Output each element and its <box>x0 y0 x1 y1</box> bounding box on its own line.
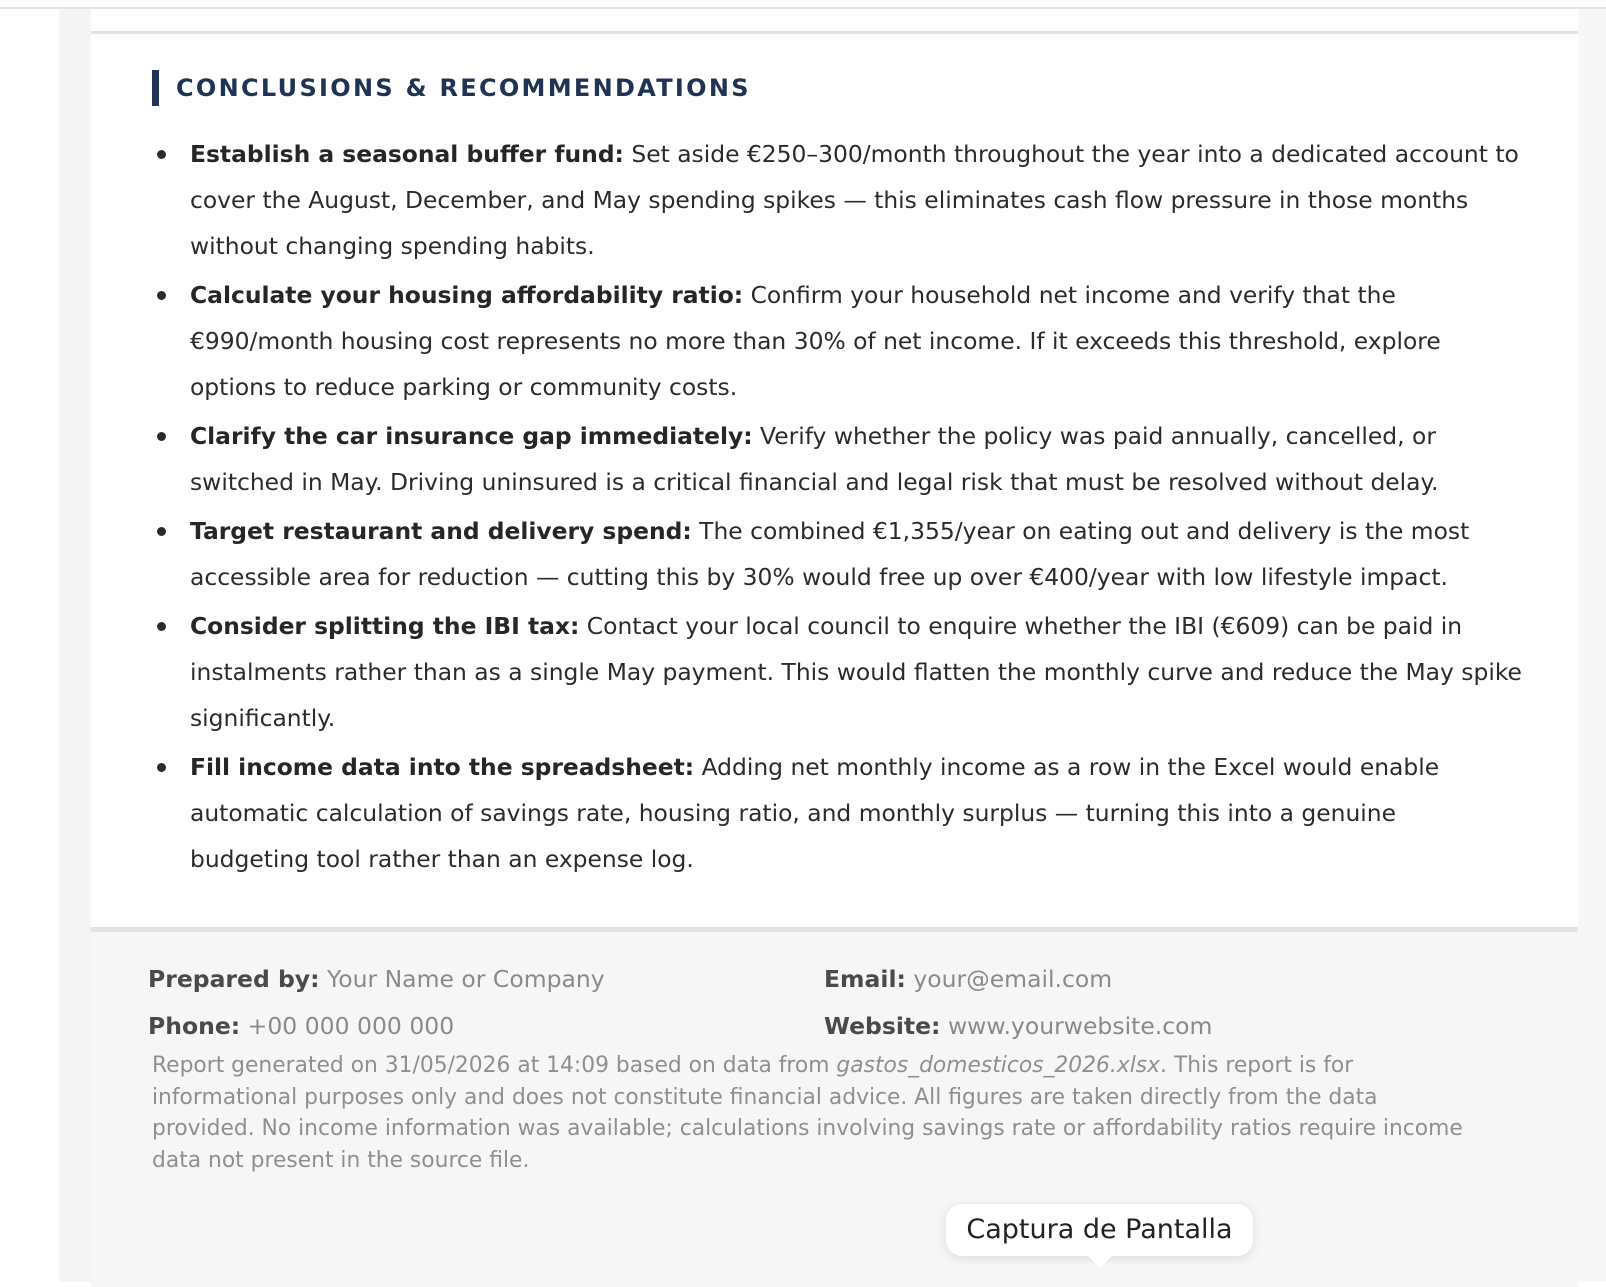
bullet-icon <box>157 291 166 300</box>
item-text: The combined €1,355/year on eating out and delivery is the most accessible area for reduction — cutting this by 30% would free up over €400/year with low lifestyle impact. <box>190 517 1470 591</box>
website-value[interactable]: www.yourwebsite.com <box>940 1012 1213 1040</box>
email <box>824 964 1112 994</box>
phone-label: Phone: <box>148 1012 241 1040</box>
item-heading: Calculate your housing affordability ratio: <box>190 281 744 309</box>
phone-value[interactable]: +00 000 000 000 <box>240 1012 455 1040</box>
prepared-by <box>148 964 605 994</box>
item-text: Adding net monthly income as a row in the Excel would enable automatic calculation of savings rate, housing ratio, and monthly surplus — turning this into a genuine budgeting tool rather than an expense log. <box>190 753 1440 873</box>
bullet-icon <box>157 622 166 631</box>
website <box>824 1011 1212 1041</box>
conclusions-section <box>91 31 1578 930</box>
report-footer <box>91 927 1578 1287</box>
list-item <box>152 603 1522 741</box>
item-text: Contact your local council to enquire whether the IBI (€609) can be paid in instalments rather than as a single May payment. This would flatten the monthly curve and reduce the May spike significantly. <box>190 612 1522 732</box>
item-heading: Target restaurant and delivery spend: <box>190 517 692 545</box>
item-text: Confirm your household net income and verify that the €990/month housing cost represents no more than 30% of net income. If it exceeds this threshold, explore options to reduce parking or community costs. <box>190 281 1441 401</box>
list-item <box>152 131 1522 269</box>
bullet-icon <box>157 763 166 772</box>
list-item <box>152 744 1522 882</box>
email-label: Email: <box>824 965 906 993</box>
bullet-icon <box>157 432 166 441</box>
list-item <box>152 413 1522 505</box>
list-item <box>152 272 1522 410</box>
tooltip-arrow-icon <box>1088 1256 1112 1268</box>
disclaimer-text <box>152 1050 1482 1176</box>
item-text: Verify whether the policy was paid annually, cancelled, or switched in May. Driving uninsured is a critical financial and legal risk that must be resolved without delay. <box>190 422 1439 496</box>
email-value[interactable]: your@email.com <box>905 965 1113 993</box>
section-title: CONCLUSIONS & RECOMMENDATIONS <box>152 70 751 106</box>
source-filename: gastos_domesticos_2026.xlsx <box>836 1053 1161 1078</box>
left-margin <box>0 9 59 1282</box>
recommendations-list <box>152 131 1522 885</box>
website-label: Website: <box>824 1012 941 1040</box>
phone <box>148 1011 454 1041</box>
prepared-by-label: Prepared by: <box>148 965 320 993</box>
item-text: Set aside €250–300/month throughout the year into a dedicated account to cover the August, December, and May spending spikes — this eliminates cash flow pressure in those months without changing spending habits. <box>190 140 1519 260</box>
disclaimer-prefix: Report generated on 31/05/2026 at 14:09 based on data from <box>152 1053 837 1078</box>
bullet-icon <box>157 150 166 159</box>
item-heading: Fill income data into the spreadsheet: <box>190 753 695 781</box>
top-border <box>0 0 1606 9</box>
right-gutter <box>1578 9 1606 1282</box>
disclaimer-suffix: . This report is for informational purposes only and does not constitute financial advice. All figures are taken directly from the data provided. No income information was available; calculations involving savings rate or affordability ratios require income data not present in the source file. <box>152 1053 1463 1173</box>
bullet-icon <box>157 527 166 536</box>
left-gutter <box>59 9 91 1282</box>
item-heading: Clarify the car insurance gap immediately: <box>190 422 753 450</box>
item-heading: Establish a seasonal buffer fund: <box>190 140 624 168</box>
item-heading: Consider splitting the IBI tax: <box>190 612 580 640</box>
screenshot-tooltip[interactable] <box>946 1204 1253 1256</box>
prepared-by-value: Your Name or Company <box>319 965 605 993</box>
list-item <box>152 508 1522 600</box>
report-page <box>91 9 1578 1282</box>
tooltip-label: Captura de Pantalla <box>966 1214 1233 1245</box>
